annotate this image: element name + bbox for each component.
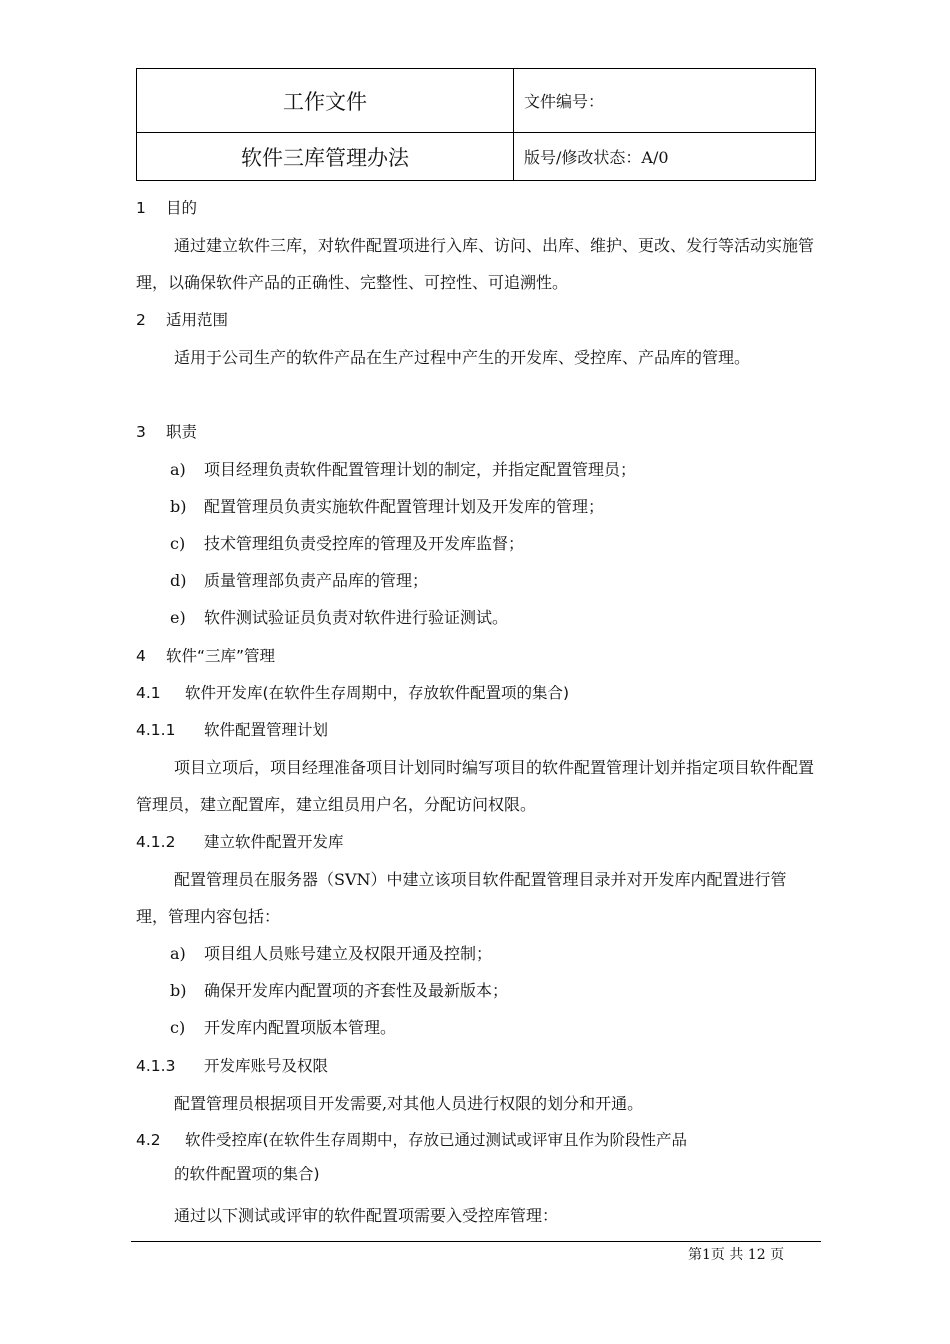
list-item: a) 项目经理负责软件配置管理计划的制定，并指定配置管理员； [170, 460, 637, 479]
page-number: 第1页 共 12 页 [688, 1247, 785, 1263]
list-item: b) 配置管理员负责实施软件配置管理计划及开发库的管理； [170, 497, 605, 516]
doc-title-cell: 软件三库管理办法 [137, 133, 514, 181]
section-4-1-3-text: 配置管理员根据项目开发需要,对其他人员进行权限的划分和开通。 [174, 1094, 644, 1113]
list-item: e) 软件测试验证员负责对软件进行验证测试。 [170, 608, 509, 627]
document-header-table [136, 68, 816, 181]
section-heading-1: 1 目的 [136, 199, 198, 217]
section-1-text: 通过建立软件三库，对软件配置项进行入库、访问、出库、维护、更改、发行等活动实施管理，以确保软件产品的正确性、完整性、可控性、可追溯性。 [136, 236, 815, 292]
list-item: a) 项目组人员账号建立及权限开通及控制； [170, 944, 493, 963]
section-heading-4-1-2: 4.1.2 建立软件配置开发库 [136, 833, 344, 851]
list-item: c) 技术管理组负责受控库的管理及开发库监督； [170, 534, 525, 553]
list-item: d) 质量管理部负责产品库的管理； [170, 571, 429, 590]
section-4-1-1-text: 项目立项后，项目经理准备项目计划同时编写项目的软件配置管理计划并指定项目软件配置管理员，建立配置库，建立组员用户名，分配访问权限。 [136, 758, 815, 814]
section-heading-3: 3 职责 [136, 423, 198, 441]
doc-type-cell: 工作文件 [137, 69, 514, 133]
section-heading-4-1-1: 4.1.1 软件配置管理计划 [136, 721, 329, 739]
section-heading-4-2-cont: 的软件配置项的集合) [174, 1165, 320, 1183]
section-2-text: 适用于公司生产的软件产品在生产过程中产生的开发库、受控库、产品库的管理。 [174, 348, 751, 367]
footer-divider [131, 1241, 821, 1242]
doc-number-cell: 文件编号： [514, 69, 816, 133]
section-heading-4-1: 4.1 软件开发库(在软件生存周期中，存放软件配置项的集合) [136, 684, 570, 702]
section-heading-4-1-3: 4.1.3 开发库账号及权限 [136, 1057, 329, 1075]
list-item: c) 开发库内配置项版本管理。 [170, 1018, 397, 1037]
section-4-2-text: 通过以下测试或评审的软件配置项需要入受控库管理： [174, 1206, 559, 1225]
version-cell: 版号/修改状态：A/0 [514, 133, 816, 181]
list-item: b) 确保开发库内配置项的齐套性及最新版本； [170, 981, 509, 1000]
section-heading-2: 2 适用范围 [136, 311, 229, 329]
section-4-1-2-text: 配置管理员在服务器（SVN）中建立该项目软件配置管理目录并对开发库内配置进行管理，管理内容包括： [136, 870, 787, 926]
section-heading-4-2: 4.2 软件受控库(在软件生存周期中，存放已通过测试或评审且作为阶段性产品 [136, 1131, 688, 1149]
section-heading-4: 4 软件“三库”管理 [136, 647, 276, 665]
